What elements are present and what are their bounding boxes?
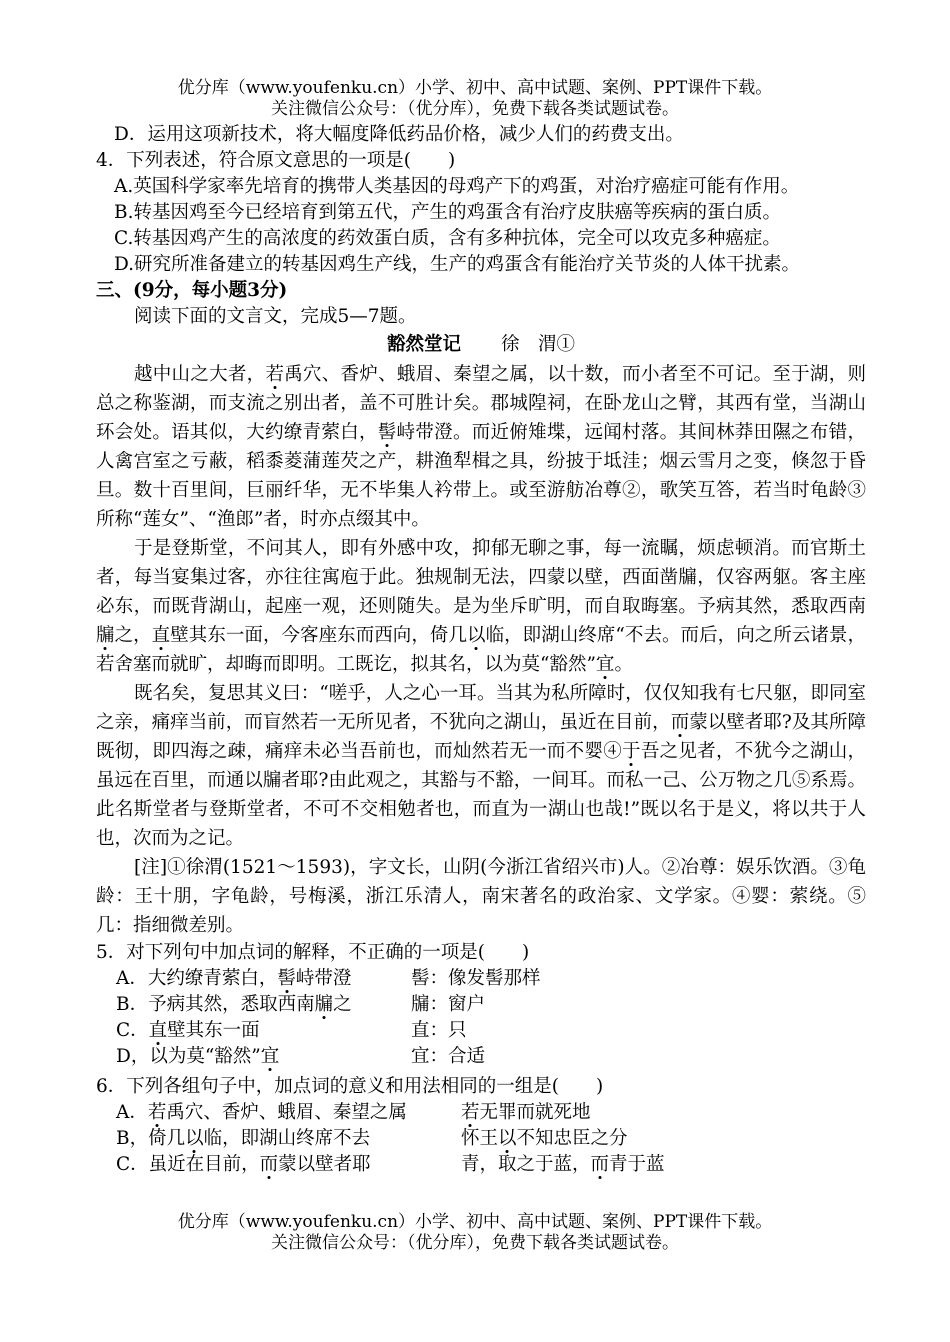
text-run: 蒙以壁者耶?及其所障既彻，即四海之疎，痛痒未必当吾前也，而灿然若无一而不婴④: [96, 712, 866, 762]
passage-title: 豁然堂记: [386, 334, 461, 355]
text-run: 青，取之于蓝，: [461, 1154, 591, 1175]
q4-option-c: C.转基因鸡产生的高浓度的药效蛋白质，含有多种抗体，完全可以攻克多种癌症。: [114, 228, 781, 249]
q5-stem: 5．对下列句中加点词的解释，不正确的一项是( ): [96, 942, 530, 963]
dotted-word: 以: [185, 1128, 204, 1149]
text-run: B．予病其然，悉取西南: [116, 994, 315, 1015]
text-run: 之: [333, 994, 352, 1015]
text-run: 壁其东一面，今客座东而西向，倚几: [170, 625, 467, 646]
text-run: 。: [614, 654, 633, 675]
document-body: [96, 122, 866, 1178]
passage-author: 徐 渭①: [501, 334, 576, 355]
q3-option-d: D．运用这项新技术，将大幅度降低药品价格，减少人们的药费支出。: [114, 124, 684, 145]
text-run: B，倚几: [116, 1128, 186, 1149]
text-run: A．大约缭青萦白，: [116, 968, 278, 989]
text-run: 临，即湖山终席“不去。而后，向之所云诸景，若舍塞而就旷，却晦而即明。工既讫，拟其名，以为莫“豁然”: [96, 625, 866, 675]
dotted-word: 而: [259, 1154, 279, 1175]
dotted-word: 于: [622, 741, 641, 762]
text-run: 既名矣，复思其义曰：“嗟乎，人之心一耳。当其为私所障时，仅仅知我有七尺躯，即同室之亲，痛痒当前，而盲然若一无所见者，不犹向之湖山，虽近在目前，: [96, 683, 866, 733]
dotted-word: 宜: [260, 1046, 280, 1067]
q4-option-d: D.研究所准备建立的转基因鸡生产线，生产的鸡蛋含有能治疗关节炎的人体干扰素。: [114, 254, 801, 275]
dotted-word: 牖: [314, 994, 334, 1015]
passage-paragraph-3: [96, 679, 866, 853]
footer-line-2: 关注微信公众号：（优分库），免费下载各类试题试卷。: [271, 1233, 679, 1253]
dotted-word: 宜: [595, 654, 615, 675]
header-line-2: 关注微信公众号：（优分库），免费下载各类试题试卷。: [271, 99, 679, 119]
option-gloss: 牖：窗户: [411, 994, 486, 1015]
dotted-word: 若: [461, 1102, 480, 1123]
q4-option-b: B.转基因鸡至今已经培育到第五代，产生的鸡蛋含有治疗皮肤癌等疾病的蛋白质。: [114, 202, 781, 223]
q5-option-d: [96, 1044, 866, 1070]
dotted-word: 直: [148, 1020, 168, 1041]
text-run: 峙带澄。而近俯雉堞，远闻村落。其间林莽田隰之布错，人禽宫室之亏蔽，稻黍菱蒲莲芡之产，耕渔犁楫之具，纷披于坻洼；烟云雪月之变，倏忽于昏旦。数十百里间，巨丽纤华，无不毕集人衿带上。或至游舫冶尊②，歌笑互答，若当时龟龄③所称“莲女”、“渔郎”者，时亦点缀其中。: [96, 422, 866, 530]
text-run: 之，: [114, 625, 152, 646]
q4-option-a: A.英国科学家率先培育的携带人类基因的母鸡产下的鸡蛋，对治疗癌症可能有作用。: [114, 176, 800, 197]
text-run: 吾之见者，不犹今之湖山，虽远在百里，而通以牖者耶?由此观之，其豁与不豁，一间耳。而私一己、公万物之几⑤系焉。此名斯堂者与登斯堂者，不可不交相勉者也，而直为一湖山也哉!”既以名于是义，将以共于人也，次而为之记。: [96, 741, 866, 849]
q4-stem: 4．下列表述，符合原文意思的一项是( ): [96, 150, 456, 171]
text-run: 壁其东一面: [167, 1020, 260, 1041]
text-run: C．虽近在目前，: [116, 1154, 260, 1175]
dotted-word: 而: [670, 712, 690, 733]
dotted-word: 若: [147, 1102, 167, 1123]
text-run: 蒙以壁者耶: [278, 1154, 371, 1175]
option-gloss: 宜：合适: [411, 1046, 486, 1067]
q6-stem: 6．下列各组句子中，加点词的意义和用法相同的一组是( ): [96, 1076, 604, 1097]
text-run: 于是登斯堂，不问其人，即有外感中攻，抑郁无聊之事，每一流瞩，烦虑顿消。而官斯土者，每当宴集过客，亦往往寓庖于此。独规制无法，四蒙以壁，西面凿牖，仅容两躯。客主座必东，而既背湖山，起座一观，还则随失。是为坐斥旷明，而自取晦塞。予病其然，悉取西南: [96, 538, 866, 617]
text-run: A．: [116, 1102, 148, 1123]
passage-paragraph-1: [96, 360, 866, 534]
dotted-word: 直: [151, 625, 171, 646]
text-run: 禹穴、香炉、蛾眉、秦望之属: [166, 1102, 407, 1123]
footer-line-1: 优分库（www.youfenku.cn）小学、初中、高中试题、案例、PPT课件下载。: [177, 1212, 773, 1232]
q6-option-a: [96, 1100, 866, 1126]
q5-option-a: [96, 966, 866, 992]
section-3-heading: 三、(9分，每小题3分): [96, 280, 288, 301]
q6-option-c: [96, 1152, 866, 1178]
q6-option-b: [96, 1126, 866, 1152]
q5-option-b: [96, 992, 866, 1018]
page-header: [0, 78, 950, 120]
header-line-1: 优分库（www.youfenku.cn）小学、初中、高中试题、案例、PPT课件下载。: [177, 78, 773, 98]
passage-notes: [注]①徐渭(1521～1593)，字文长，山阴(今浙江省绍兴市)人。②冶尊：娱乐饮酒。③龟龄：王十朋，字龟龄，号梅溪，浙江乐清人，南宋著名的政治家、文学家。④婴：萦绕。⑤几：指细微差别。: [96, 857, 866, 936]
section-3-instruction: 阅读下面的文言文，完成5—7题。: [134, 306, 417, 327]
dotted-word: 髻: [377, 422, 397, 443]
text-run: 峙带澄: [295, 968, 352, 989]
option-gloss: 髻：像发髻那样: [411, 968, 541, 989]
text-run: 怀王: [461, 1128, 499, 1149]
dotted-word: 若: [265, 364, 285, 385]
text-run: D，以为莫“豁然”: [116, 1046, 261, 1067]
text-run: 青于蓝: [609, 1154, 665, 1175]
page-footer: [0, 1212, 950, 1254]
option-gloss: 直：只: [411, 1020, 467, 1041]
text-run: 临，即湖山终席不去: [203, 1128, 371, 1149]
passage-title-line: [96, 332, 866, 358]
dotted-word: 髻: [277, 968, 296, 989]
text-run: 无罪而就死地: [479, 1102, 591, 1123]
dotted-word: 牖: [96, 625, 115, 646]
passage-paragraph-2: [96, 534, 866, 679]
dotted-word: 以: [498, 1128, 517, 1149]
dotted-word: 以: [467, 625, 486, 646]
text-run: 不知忠臣之分: [516, 1128, 628, 1149]
dotted-word: 而: [590, 1154, 610, 1175]
q5-option-c: [96, 1018, 866, 1044]
text-run: 越中山之大者，: [134, 364, 266, 385]
text-run: 禹穴、香炉、蛾眉、秦望之属，以十数，而小者至不可记。至于湖，则总之称鉴湖，而支流之别出者，盖不可胜计矣。郡城隍祠，在卧龙山之臂，其西有堂，当湖山环会处。语其似，大约缭青萦白，: [96, 364, 866, 443]
text-run: C．: [116, 1020, 149, 1041]
